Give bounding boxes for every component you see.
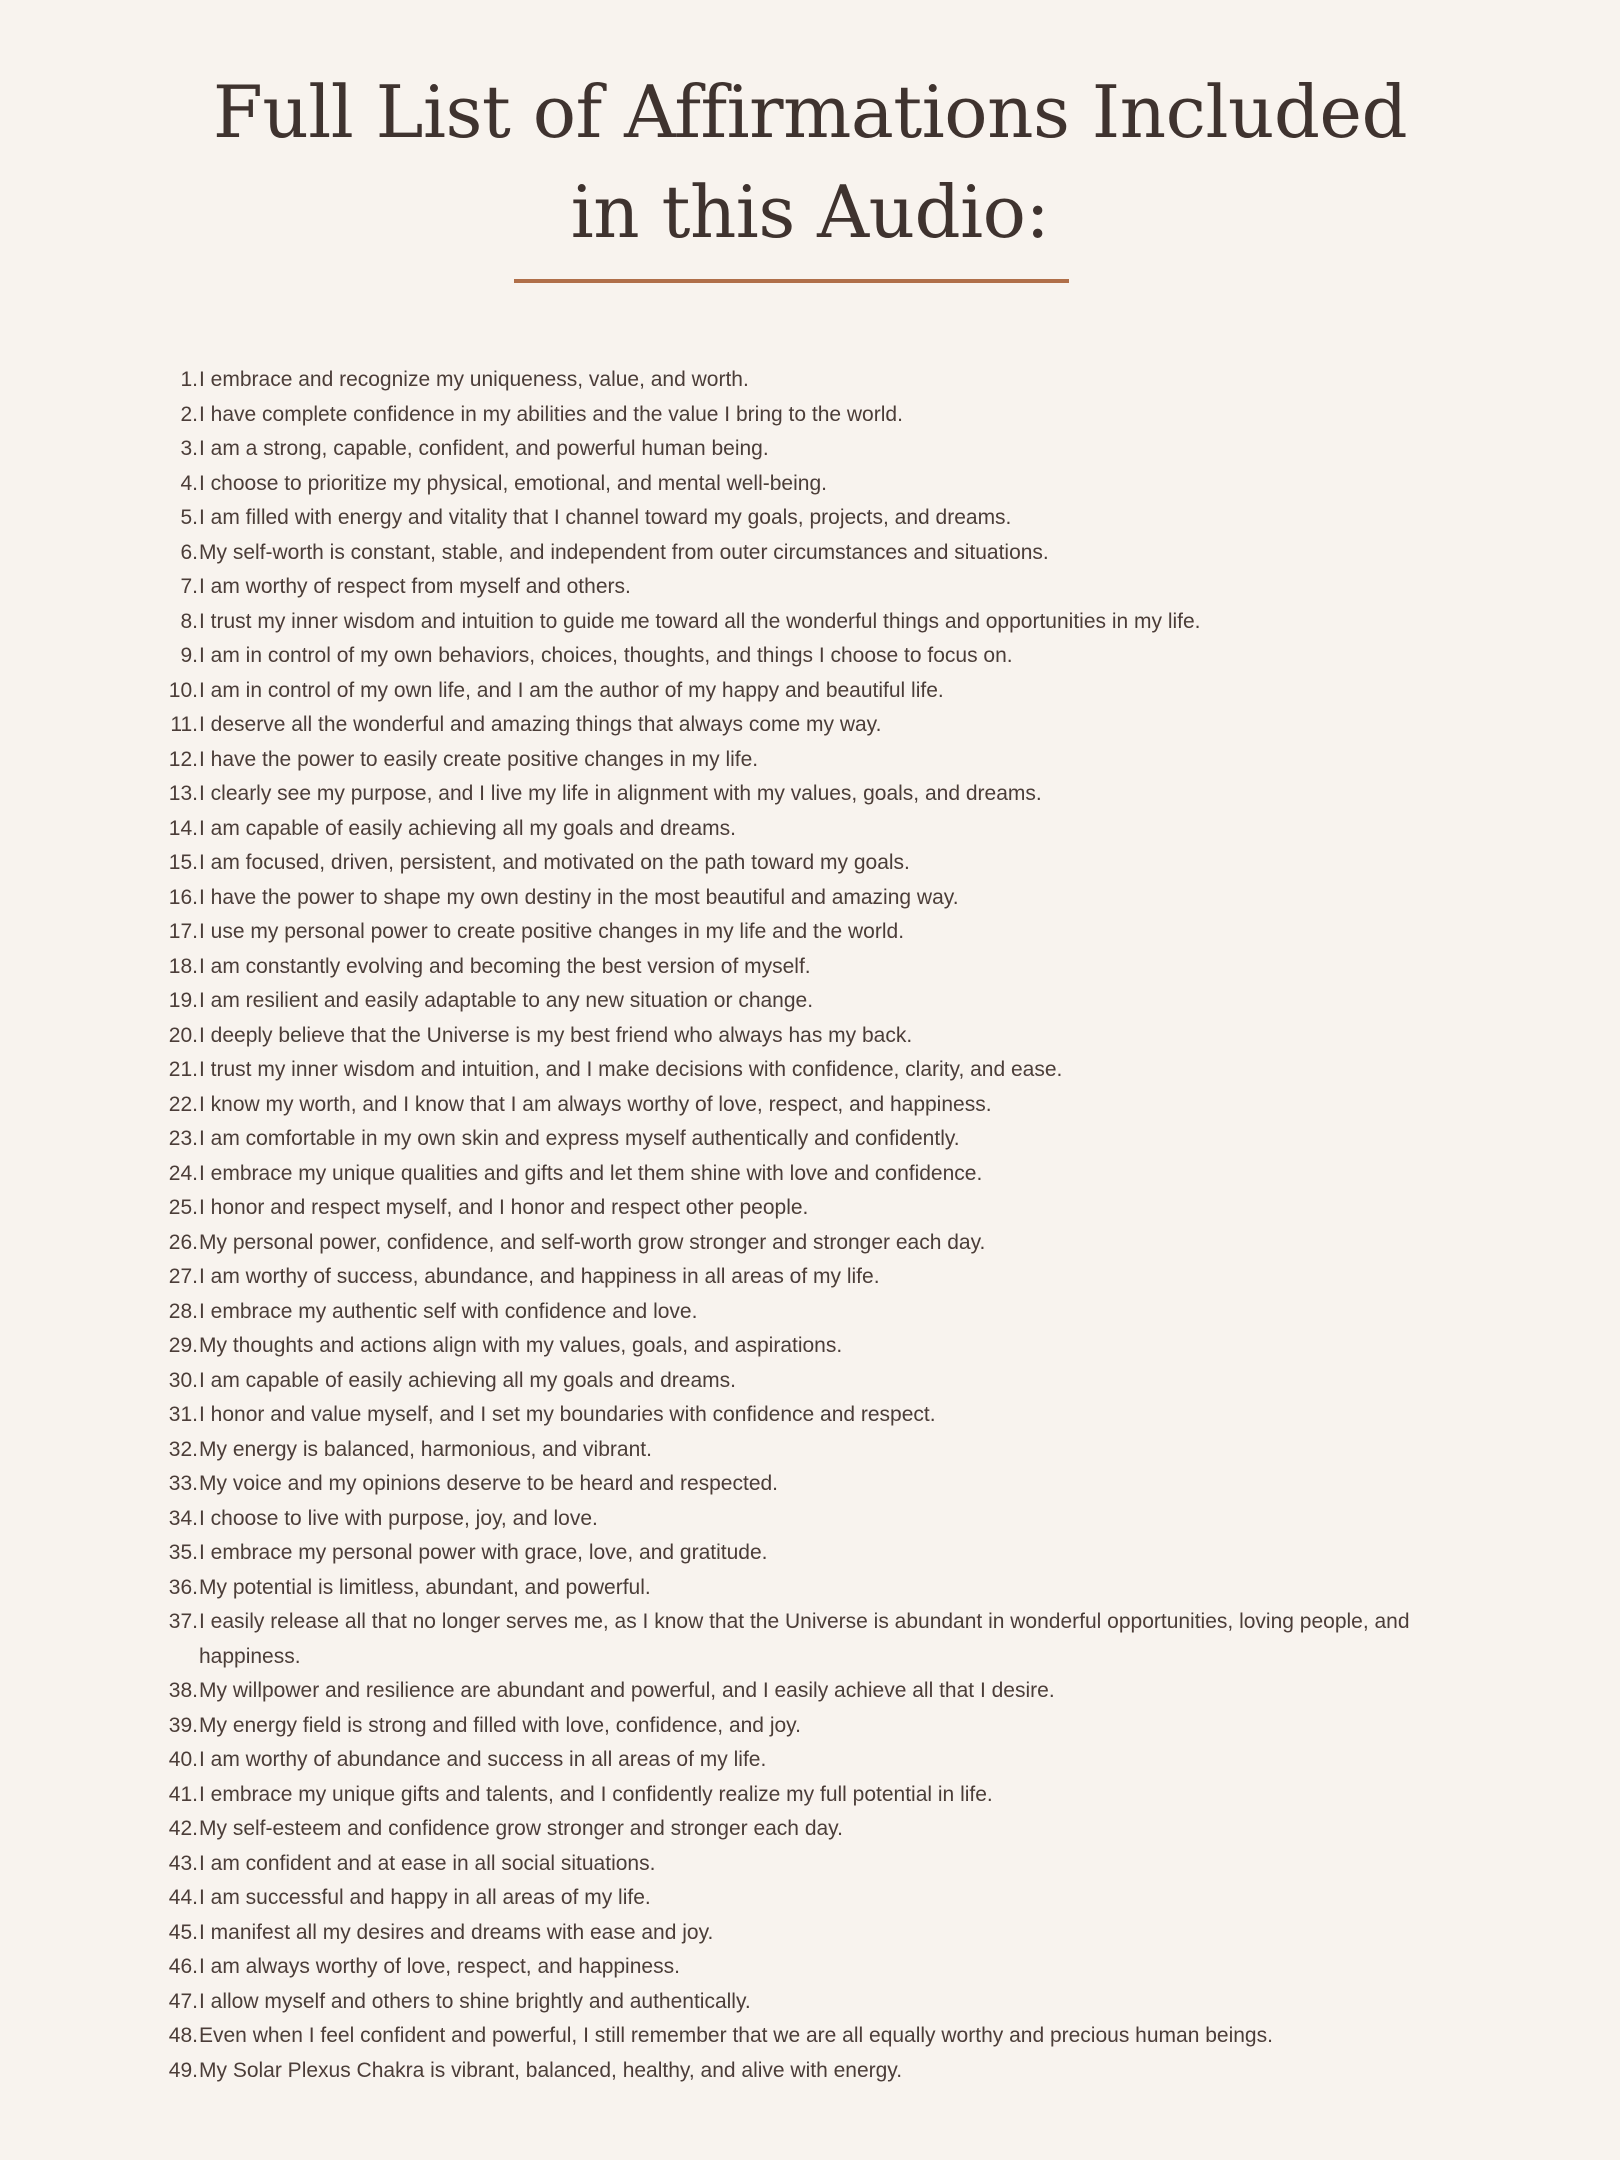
- list-item: [0, 708, 1429, 743]
- list-item-number: 49.: [168, 2058, 198, 2082]
- list-item-number: 1.: [180, 368, 198, 391]
- list-item-text: I trust my inner wisdom and intuition to guide me toward all the wonderful things and opportunities in my life.: [199, 609, 1201, 633]
- list-item-text: My potential is limitless, abundant, and powerful.: [199, 1575, 651, 1599]
- list-item-text: I trust my inner wisdom and intuition, and I make decisions with confidence, clarity, and ease.: [199, 1058, 1063, 1081]
- list-item: [0, 1364, 1429, 1399]
- list-item: [0, 777, 1429, 812]
- list-item: [0, 467, 1429, 502]
- list-item-number: 42.: [168, 1817, 198, 1840]
- list-item-number: 20.: [168, 1023, 198, 1047]
- list-item-text: I deserve all the wonderful and amazing things that always come my way.: [199, 713, 882, 736]
- title-line-1: Full List of Affirmations Included: [212, 70, 1408, 154]
- list-item-text: I am worthy of respect from myself and others.: [199, 575, 631, 598]
- list-item-text: I am in control of my own behaviors, choices, thoughts, and things I choose to focus on.: [199, 644, 1013, 667]
- list-item-text: I am worthy of abundance and success in all areas of my life.: [199, 1748, 767, 1771]
- list-item-text: I am capable of easily achieving all my goals and dreams.: [199, 816, 736, 840]
- list-item: [0, 1536, 1429, 1571]
- list-item-text: I clearly see my purpose, and I live my life in alignment with my values, goals, and dreams.: [199, 782, 1042, 805]
- list-item: [0, 1226, 1429, 1261]
- list-item-text: I am successful and happy in all areas of my life.: [199, 1886, 651, 1909]
- list-item-number: 12.: [168, 747, 198, 771]
- list-item: [0, 501, 1429, 536]
- list-item-text: I am worthy of success, abundance, and happiness in all areas of my life.: [199, 1265, 880, 1288]
- list-item: [0, 846, 1429, 881]
- list-item-number: 9.: [180, 644, 198, 667]
- list-item-text: My voice and my opinions deserve to be heard and respected.: [199, 1472, 779, 1495]
- list-item-text: My energy is balanced, harmonious, and vibrant.: [199, 1437, 652, 1461]
- list-item-text: I use my personal power to create positive changes in my life and the world.: [199, 920, 905, 943]
- list-item: [0, 984, 1429, 1019]
- list-item: [0, 1743, 1429, 1778]
- list-item-number: 35.: [168, 1541, 198, 1564]
- list-item-number: 10.: [168, 678, 198, 702]
- list-item: [0, 950, 1429, 985]
- list-item-number: 44.: [168, 1886, 198, 1909]
- list-item: [0, 1950, 1429, 1985]
- list-item-number: 37.: [168, 1610, 198, 1633]
- list-item-text: I embrace my unique qualities and gifts and let them shine with love and confidence.: [199, 1161, 983, 1185]
- list-item-number: 43.: [168, 1851, 198, 1875]
- title-line-2: in this Audio:: [570, 170, 1050, 254]
- list-item: [0, 1709, 1429, 1744]
- list-item: [0, 743, 1429, 778]
- list-item-text: My energy field is strong and filled with love, confidence, and joy.: [199, 1713, 801, 1737]
- list-item: [0, 1881, 1429, 1916]
- list-item: [0, 398, 1429, 433]
- list-item-text: I know my worth, and I know that I am always worthy of love, respect, and happiness.: [199, 1092, 992, 1116]
- list-item: [0, 915, 1429, 950]
- list-item-number: 6.: [180, 540, 198, 564]
- list-item-number: 28.: [168, 1299, 198, 1323]
- list-item-number: 36.: [168, 1575, 198, 1599]
- list-item-text: I have the power to easily create positive changes in my life.: [199, 747, 759, 771]
- list-item-text: I embrace and recognize my uniqueness, value, and worth.: [199, 368, 749, 391]
- list-item-text: I am focused, driven, persistent, and motivated on the path toward my goals.: [199, 851, 910, 874]
- list-item-number: 48.: [168, 2024, 198, 2047]
- list-item: [0, 1295, 1429, 1330]
- list-item-number: 32.: [168, 1437, 198, 1461]
- list-item-text: I am a strong, capable, confident, and powerful human being.: [199, 437, 769, 460]
- list-item-number: 25.: [168, 1196, 198, 1219]
- list-item-text: I am filled with energy and vitality that I channel toward my goals, projects, and dreams.: [199, 506, 1012, 529]
- list-item-text: I easily release all that no longer serves me, as I know that the Universe is abundant in wonderful opportunities, loving people, and happiness.: [199, 1610, 1410, 1668]
- list-item: [0, 2019, 1429, 2054]
- list-item: [0, 2054, 1429, 2089]
- list-item: [0, 1847, 1429, 1882]
- list-item: [0, 1502, 1429, 1537]
- list-item-text: I choose to prioritize my physical, emotional, and mental well-being.: [199, 471, 827, 495]
- list-item-number: 4.: [180, 471, 198, 495]
- list-item-text: I am capable of easily achieving all my goals and dreams.: [199, 1368, 736, 1392]
- list-item: [0, 639, 1429, 674]
- list-item: [0, 1260, 1429, 1295]
- list-item: [0, 1053, 1429, 1088]
- list-item-text: I honor and respect myself, and I honor and respect other people.: [199, 1196, 809, 1219]
- list-item: [0, 674, 1429, 709]
- list-item: [0, 1398, 1429, 1433]
- list-item-number: 23.: [168, 1127, 198, 1150]
- list-item: [0, 536, 1429, 571]
- list-item-number: 22.: [168, 1092, 198, 1116]
- page-title: [0, 62, 1620, 262]
- list-item: [0, 812, 1429, 847]
- list-item-text: I embrace my unique gifts and talents, and I confidently realize my full potential in life.: [199, 1782, 993, 1806]
- list-item-number: 39.: [168, 1713, 198, 1737]
- list-item: [0, 1122, 1429, 1157]
- title-divider: [514, 279, 1069, 283]
- list-item-number: 26.: [168, 1230, 198, 1254]
- list-item-number: 2.: [180, 402, 198, 426]
- list-item-number: 17.: [168, 920, 198, 943]
- list-item-number: 33.: [168, 1472, 198, 1495]
- list-item-text: My self-esteem and confidence grow stronger and stronger each day.: [199, 1817, 843, 1840]
- list-item: [0, 1088, 1429, 1123]
- list-item-number: 16.: [168, 885, 198, 909]
- list-item-number: 46.: [168, 1955, 198, 1978]
- list-item-number: 34.: [168, 1506, 198, 1530]
- list-item: [0, 881, 1429, 916]
- list-item-text: My thoughts and actions align with my values, goals, and aspirations.: [199, 1334, 843, 1357]
- list-item-number: 47.: [168, 1989, 198, 2013]
- list-item: [0, 1191, 1429, 1226]
- list-item-number: 31.: [168, 1403, 198, 1426]
- list-item: [0, 570, 1429, 605]
- list-item-text: I embrace my authentic self with confidence and love.: [199, 1299, 698, 1323]
- list-item-number: 29.: [168, 1334, 198, 1357]
- list-item-number: 40.: [168, 1748, 198, 1771]
- list-item: [0, 1467, 1429, 1502]
- list-item-number: 7.: [180, 575, 198, 598]
- list-item-number: 30.: [168, 1368, 198, 1392]
- list-item-text: I am always worthy of love, respect, and happiness.: [199, 1955, 680, 1978]
- list-item-number: 18.: [168, 954, 198, 978]
- list-item-number: 19.: [168, 989, 198, 1012]
- list-item-number: 11.: [170, 713, 198, 736]
- list-item-text: I embrace my personal power with grace, love, and gratitude.: [199, 1541, 768, 1564]
- list-item-text: I manifest all my desires and dreams with ease and joy.: [199, 1920, 714, 1944]
- list-item: [0, 1985, 1429, 2020]
- affirmation-list: [0, 363, 1620, 2088]
- list-item-text: I choose to live with purpose, joy, and love.: [199, 1506, 598, 1530]
- list-item: [0, 1812, 1429, 1847]
- list-item: [0, 1605, 1429, 1674]
- list-item-number: 24.: [168, 1161, 198, 1185]
- list-item: [0, 1674, 1429, 1709]
- list-item-text: I honor and value myself, and I set my boundaries with confidence and respect.: [199, 1403, 936, 1426]
- list-item-text: I am comfortable in my own skin and express myself authentically and confidently.: [199, 1127, 960, 1150]
- list-item-text: I have complete confidence in my abilities and the value I bring to the world.: [199, 402, 903, 426]
- list-item-number: 15.: [168, 851, 198, 874]
- list-item-number: 5.: [180, 506, 198, 529]
- list-item: [0, 1778, 1429, 1813]
- list-item: [0, 1329, 1429, 1364]
- list-item-text: I am in control of my own life, and I am the author of my happy and beautiful life.: [199, 678, 944, 702]
- list-item-text: I am confident and at ease in all social situations.: [199, 1851, 656, 1875]
- list-item-number: 45.: [168, 1920, 198, 1944]
- list-item-text: My willpower and resilience are abundant and powerful, and I easily achieve all that I desire.: [199, 1679, 1055, 1702]
- list-item-number: 8.: [180, 609, 198, 633]
- list-item: [0, 432, 1429, 467]
- list-item: [0, 605, 1429, 640]
- list-item-text: I am constantly evolving and becoming the best version of myself.: [199, 954, 811, 978]
- list-item: [0, 1157, 1429, 1192]
- list-item: [0, 1433, 1429, 1468]
- list-item-number: 21.: [168, 1058, 198, 1081]
- list-item: [0, 1019, 1429, 1054]
- list-item: [0, 1916, 1429, 1951]
- list-item-number: 38.: [168, 1679, 198, 1702]
- list-item-text: My self-worth is constant, stable, and independent from outer circumstances and situations.: [199, 540, 1049, 564]
- list-item-number: 41.: [168, 1782, 198, 1806]
- list-item-text: I have the power to shape my own destiny in the most beautiful and amazing way.: [199, 885, 959, 909]
- list-item-text: I deeply believe that the Universe is my best friend who always has my back.: [199, 1023, 913, 1047]
- list-item: [0, 363, 1429, 398]
- list-item-number: 3.: [180, 437, 198, 460]
- list-item-text: My Solar Plexus Chakra is vibrant, balanced, healthy, and alive with energy.: [199, 2058, 903, 2082]
- list-item-number: 14.: [168, 816, 198, 840]
- list-item-text: I allow myself and others to shine brightly and authentically.: [199, 1989, 751, 2013]
- list-item-number: 27.: [168, 1265, 198, 1288]
- list-item: [0, 1571, 1429, 1606]
- list-item-number: 13.: [168, 782, 198, 805]
- list-item-text: My personal power, confidence, and self-worth grow stronger and stronger each day.: [199, 1230, 986, 1254]
- list-item-text: I am resilient and easily adaptable to any new situation or change.: [199, 989, 814, 1012]
- list-item-text: Even when I feel confident and powerful, I still remember that we are all equally worthy and precious human beings.: [199, 2024, 1273, 2047]
